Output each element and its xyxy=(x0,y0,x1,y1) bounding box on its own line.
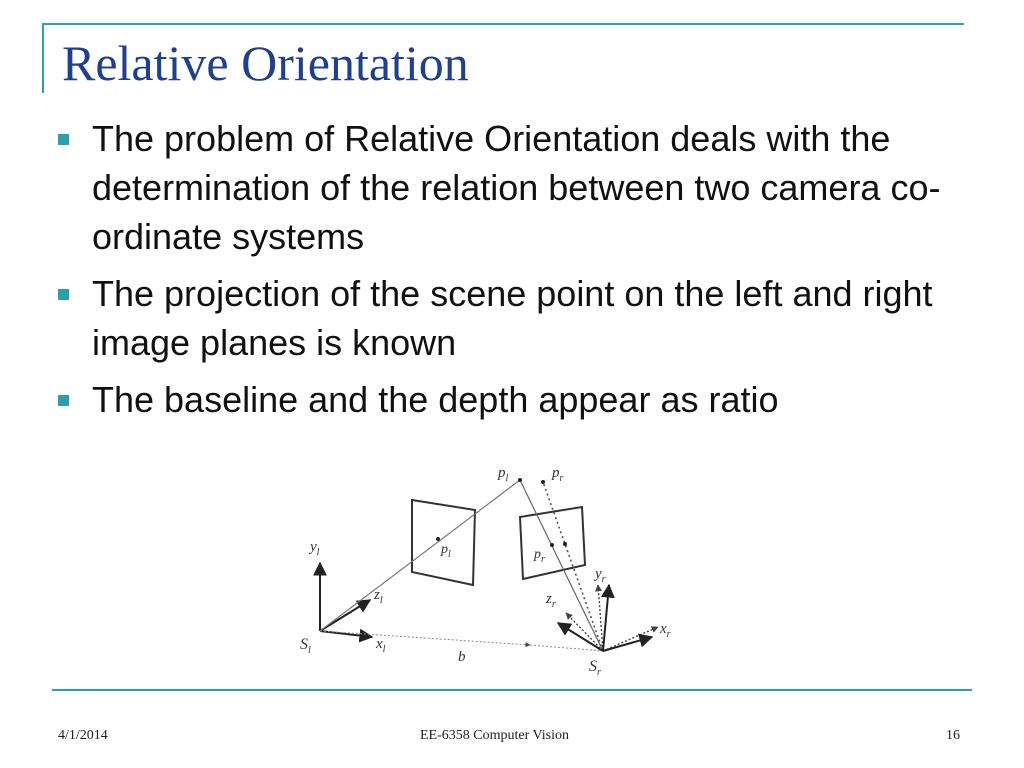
axis-x-right xyxy=(603,637,652,651)
footer-course-title: EE-6358 Computer Vision xyxy=(420,728,570,743)
bullet-text: The baseline and the depth appear as ratio xyxy=(92,379,779,420)
bullet-item xyxy=(56,269,966,367)
footer-page-number: 16 xyxy=(946,728,960,743)
ray-left xyxy=(320,480,520,631)
bullet-text: The projection of the scene point on the left and right image planes is known xyxy=(92,273,933,363)
right-image-plane xyxy=(520,507,585,579)
label-zl: $z_l$ xyxy=(374,587,383,606)
bullet-item xyxy=(56,114,966,261)
bullet-list xyxy=(56,114,966,432)
square-bullet-icon xyxy=(58,134,69,145)
point-pr xyxy=(541,480,545,484)
label-sr: $S_r$ xyxy=(589,658,601,678)
relative-orientation-diagram xyxy=(290,455,700,685)
title-frame-top xyxy=(42,23,964,25)
label-pr: $p_r$ xyxy=(552,465,564,484)
axis-y-right xyxy=(603,585,609,651)
title-frame-left xyxy=(42,23,44,93)
point-pr-prime-b xyxy=(563,542,567,546)
bullet-item xyxy=(56,375,966,424)
footer-divider xyxy=(52,689,972,691)
baseline xyxy=(320,631,530,645)
square-bullet-icon xyxy=(58,395,69,406)
label-pr-prime: $p_r$ xyxy=(534,547,545,565)
bullet-text: The problem of Relative Orientation deals with the determination of the relation between two camera co-ordinate systems xyxy=(92,118,941,257)
slide-title: Relative Orientation xyxy=(62,35,469,91)
footer-date: 4/1/2014 xyxy=(58,728,108,743)
point-pl-prime xyxy=(436,537,440,541)
square-bullet-icon xyxy=(58,289,69,300)
label-pl: $p_l$ xyxy=(498,465,509,484)
axis-x-right-dotted xyxy=(603,627,658,651)
label-b: b xyxy=(458,649,466,665)
axis-z-left xyxy=(320,600,370,631)
label-xr: $x_r$ xyxy=(660,621,671,640)
baseline-tail xyxy=(530,645,603,651)
label-sl: $S_l$ xyxy=(300,636,311,656)
point-pl xyxy=(518,478,522,482)
label-xl: $x_l$ xyxy=(376,636,386,655)
label-yl: $y_l$ xyxy=(310,539,320,558)
label-pl-prime: $p_l$ xyxy=(441,542,451,560)
ray-right-dotted xyxy=(543,482,603,651)
label-yr: $y_r$ xyxy=(595,566,606,585)
point-pr-prime-a xyxy=(550,543,554,547)
label-zr: $z_r$ xyxy=(546,591,556,610)
